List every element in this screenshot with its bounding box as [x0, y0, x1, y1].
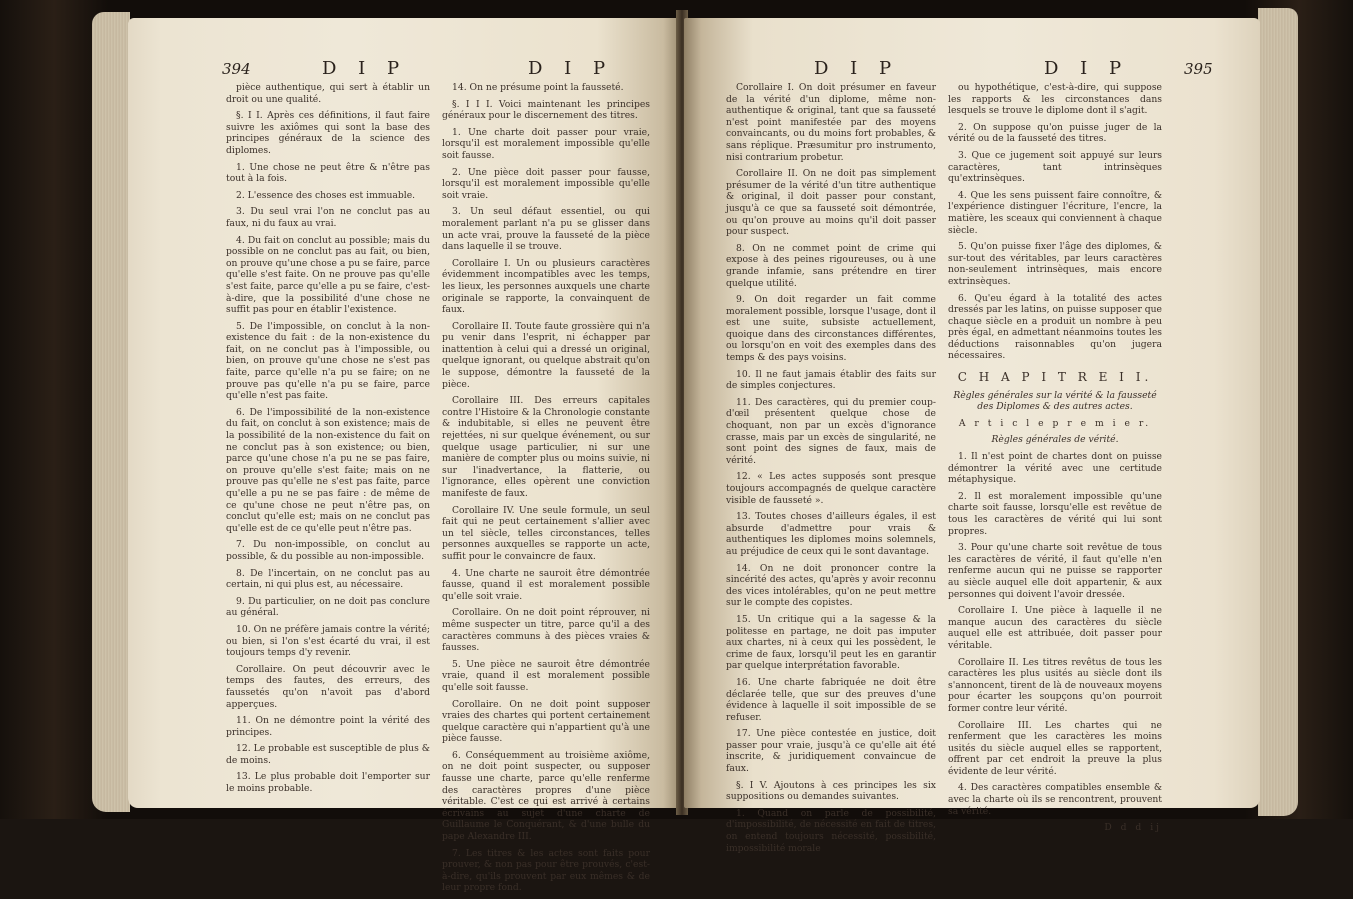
right-column-1 [726, 82, 936, 859]
paragraph: 10. Il ne faut jamais établir des faits sur de simples conjectures. [726, 368, 936, 392]
paragraph: 1. Une charte doit passer pour vraie, lorsqu'il est moralement impossible qu'elle soit fausse. [442, 126, 650, 161]
left-column-1 [226, 82, 430, 800]
paragraph: 5. De l'impossible, on conclut à la non-existence du fait : de la non-existence du fait, on ne conclut pas à l'impossible, ou bien, on prouve qu'une chose ne s'est pas faite, parce qu'elle n'a pu se faire; on ne prouve pas qu'elle n'a pu se faire, parce qu'elle n'est pas faite. [226, 320, 430, 402]
paragraph: ou hypothétique, c'est-à-dire, qui suppose les rapports & les circonstances dans lesquels se trouve le diplome dont il s'agit. [948, 82, 1162, 117]
paragraph: 3. Pour qu'une charte soit revêtue de tous les caractères de vérité, il faut qu'elle n'en renferme aucun qui ne puisse se rapporter au siècle auquel elle doit appartenir, & aux personnes qui doivent l'avoir dressée. [948, 542, 1162, 600]
left-page-edges [92, 12, 130, 812]
paragraph: 11. Des caractères, qui du premier coup-d'œil présentent quelque chose de choquant, non par un excès d'ignorance crasse, mais par un excès de singularité, ne sont point des signes de faux, mais de vérité. [726, 396, 936, 466]
paragraph: §. I I I. Voici maintenant les principes généraux pour le discernement des titres. [442, 98, 650, 122]
paragraph: 10. On ne préfère jamais contre la vérité; ou bien, si l'on s'est écarté du vrai, il est toujours temps d'y revenir. [226, 623, 430, 659]
right-page [684, 18, 1260, 854]
paragraph: 8. On ne commet point de crime qui expose à des peines rigoureuses, ou à une grande infamie, sans prétendre en tirer quelque utilité. [726, 242, 936, 289]
paragraph: 1. Quand on parle de possibilité, d'impossibilité, de nécessité en fait de titres, on entend toujours nécessité, possibilité, impossibilité morale [726, 807, 936, 854]
paragraph: Corollaire II. On ne doit pas simplement présumer de la vérité d'un titre authentique & original, il doit passer pour constant, jusqu'à ce que sa fausseté soit démontrée, ou qu'on prouve au moins qu'il doit passer pour suspect. [726, 168, 936, 238]
paragraph: 1. Il n'est point de chartes dont on puisse démontrer la vérité avec une certitude métaphysique. [948, 451, 1162, 486]
paragraph: 14. On ne doit prononcer contre la sincérité des actes, qu'après y avoir reconnu des vices intolérables, qu'on ne peut mettre sur le compte des copistes. [726, 562, 936, 609]
right-page-edges [1258, 8, 1298, 816]
paragraph: 12. « Les actes supposés sont presque toujours accompagnés de quelque caractère visible de fausseté ». [726, 471, 936, 506]
paragraph: Corollaire II. Toute faute grossière qui n'a pu venir dans l'esprit, ni échapper par inattention à celui qui a dressé un original, quelque ignorant, ou quelque abstrait qu'on le suppose, démontre la fausseté de la pièce. [442, 320, 650, 390]
paragraph: 4. Une charte ne sauroit être démontrée fausse, quand il est moralement possible qu'elle soit vraie. [442, 567, 650, 602]
paragraph: 3. Que ce jugement soit appuyé sur leurs caractères, tant intrinsèques qu'extrinsèques. [948, 149, 1162, 185]
paragraph: 14. On ne présume point la fausseté. [452, 82, 624, 93]
left-page-number: 394 [222, 60, 251, 78]
paragraph: Corollaire. On ne doit point supposer vraies des chartes qui portent certainement quelque caractère qui n'appartient qu'à une pièce fausse. [442, 698, 650, 745]
paragraph: 13. Le plus probable doit l'emporter sur le moins probable. [226, 771, 430, 795]
paragraph: Corollaire. On peut découvrir avec le temps des fautes, des erreurs, des faussetés qu'on n'avoit pas d'abord apperçues. [226, 663, 430, 710]
paragraph: 6. De l'impossibilité de la non-existence du fait, on conclut à son existence; mais de la possibilité de la non-existence du fait on ne conclut pas à son existence; ou bien, parce qu'une chose n'a pu ne se pas faire, on prouve qu'elle s'est faite; mais on ne prouve pas qu'elle ne s'est pas faite, parce qu'elle a pu ne se pas faire : de même de ce qu'une chose ne peut n'être pas, on conclut qu'elle est; mais on ne conclut pas qu'elle est de ce qu'elle peut n'être pas. [226, 406, 430, 534]
right-running-head-2: D I P [1044, 58, 1130, 79]
paragraph: Corollaire III. Des erreurs capitales contre l'Histoire & la Chronologie constante & indubitable, si elles ne peuvent être rejettées, ni sur quelque événement, ou sur quelque usage particulier, ni sur une manière de compter plus ou moins suivie, ni sur l'inadvertance, la flatterie, ou l'ignorance, elles opèrent une conviction manifeste de faux. [442, 395, 650, 499]
paragraph: §. I I. Après ces définitions, il faut faire suivre les axiômes qui sont la base des principes généraux de la science des diplomes. [226, 110, 430, 156]
paragraph: D d d ij [1104, 822, 1162, 834]
paragraph: 2. Il est moralement impossible qu'une charte soit fausse, lorsqu'elle est revêtue de tous les caractères de vérité qui lui sont propres. [948, 490, 1162, 537]
paragraph: 13. Toutes choses d'ailleurs égales, il est absurde d'admettre pour vrais & authentiques les diplomes moins solemnels, au préjudice de ceux qui le sont davantage. [726, 511, 936, 557]
paragraph: 9. On doit regarder un fait comme moralement possible, lorsque l'usage, dont il est une suite, subsiste actuellement, quoique dans des circonstances différentes, ou lorsqu'on en voit des exemples dans des temps & des pays voisins. [726, 294, 936, 364]
paragraph: 2. Une pièce doit passer pour fausse, lorsqu'il est moralement impossible qu'elle soit vraie. [442, 166, 650, 201]
paragraph: 17. Une pièce contestée en justice, doit passer pour vraie, jusqu'à ce qu'elle ait été inscrite, & juridiquement convaincue de faux. [726, 728, 936, 775]
paragraph: 2. On suppose qu'on puisse juger de la vérité ou de la fausseté des titres. [948, 121, 1162, 145]
paragraph: 7. Les titres & les actes sont faits pour prouver, & non pas pour être prouvés, c'est-à-dire, qu'ils prouvent par eux mêmes & de leur propre fond. [442, 847, 650, 894]
left-running-head-1: D I P [322, 58, 408, 79]
paragraph: 11. On ne démontre point la vérité des principes. [226, 715, 430, 738]
paragraph: 4. Du fait on conclut au possible; mais du possible on ne conclut pas au fait, ou bien, on prouve qu'une chose a pu se faire, parce qu'elle s'est faite. On ne prouve pas qu'elle s'est faite, parce qu'elle a pu se faire, c'est-à-dire, que la possibilité d'une chose ne suffit pas pour en établir l'existence. [226, 234, 430, 316]
paragraph: Règles générales de vérité. [991, 434, 1119, 446]
paragraph: C H A P I T R E I I. [957, 370, 1153, 385]
paragraph: A r t i c l e p r e m i e r. [958, 417, 1152, 429]
paragraph: 6. Conséquemment au troisième axiôme, on ne doit point suspecter, ou supposer fausse une charte, parce qu'elle renferme des caractères propres d'une pièce véritable. C'est ce qui est arrivé à certains écrivains au sujet d'une charte de Guillaume le Conquérant, & d'une bulle du pape Alexandre III. [442, 749, 650, 843]
paragraph: 15. Un critique qui a la sagesse & la politesse en partage, ne doit pas imputer aux chartes, ni à ceux qui les possèdent, le crime de faux, lorsqu'il peut les en garantir par quelque interprétation favorable. [726, 613, 936, 672]
paragraph: 5. Qu'on puisse fixer l'âge des diplomes, & sur-tout des véritables, par leurs caractères non-seulement intrinsèques, mais encore extrinsèques. [948, 241, 1162, 287]
paragraph: 5. Une pièce ne sauroit être démontrée vraie, quand il est moralement possible qu'elle soit fausse. [442, 658, 650, 693]
right-page-number: 395 [1184, 60, 1213, 78]
paragraph: 12. Le probable est susceptible de plus & de moins. [226, 743, 430, 766]
paragraph: 2. L'essence des choses est immuable. [236, 189, 416, 201]
paragraph: 9. Du particulier, on ne doit pas conclure au général. [226, 595, 430, 619]
paragraph: Corollaire I. Une pièce à laquelle il ne manque aucun des caractères du siècle auquel elle est attribuée, doit passer pour véritable. [948, 605, 1162, 651]
left-running-head-2: D I P [528, 58, 614, 79]
paragraph: 1. Une chose ne peut être & n'être pas tout à la fois. [226, 161, 430, 185]
paragraph: 3. Du seul vrai l'on ne conclut pas au faux, ni du faux au vrai. [226, 206, 430, 229]
paragraph: Règles générales sur la vérité & la fausseté des Diplomes & des autres actes. [953, 389, 1157, 413]
paragraph: Corollaire III. Les chartes qui ne renferment que les caractères les moins usités du siècle auquel elles se rapportent, offrent par cet endroit la preuve la plus évidente de leur vérité. [948, 719, 1162, 777]
paragraph: 6. Qu'eu égard à la totalité des actes dressés par les latins, on puisse supposer que chaque siècle en a produit un nombre à peu près égal, en admettant néanmoins toutes les déductions raisonnables qu'on jugera nécessaires. [948, 292, 1162, 362]
right-column-2 [948, 82, 1162, 839]
paragraph: Corollaire IV. Une seule formule, un seul fait qui ne peut certainement s'allier avec un tel siècle, telles circonstances, telles personnes auxquelles se rapporte un acte, suffit pour le convaincre de faux. [442, 504, 650, 562]
paragraph: 4. Des caractères compatibles ensemble & avec la charte où ils se rencontrent, prouvent sa vérité. [948, 782, 1162, 817]
left-page [128, 18, 680, 894]
paragraph: pièce authentique, qui sert à établir un droit ou une qualité. [226, 82, 430, 105]
paragraph: 8. De l'incertain, on ne conclut pas au certain, ni qui plus est, au nécessaire. [226, 567, 430, 591]
paragraph: Corollaire I. Un ou plusieurs caractères évidemment incompatibles avec les temps, les lieux, les personnes auxquels une charte originale se rapporte, la convainquent de faux. [442, 257, 650, 316]
paragraph: Corollaire I. On doit présumer en faveur de la vérité d'un diplome, même non-authentique & original, tant que sa fausseté n'est point manifestée par des moyens convaincants, ou du moins fort probables, & sans réplique. Præsumitur pro instrumento, nisi contrarium probetur. [726, 82, 936, 163]
left-column-2 [442, 82, 650, 899]
paragraph: 7. Du non-impossible, on conclut au possible, & du possible au non-impossible. [226, 539, 430, 562]
right-running-head-1: D I P [814, 58, 900, 79]
paragraph: 3. Un seul défaut essentiel, ou qui moralement parlant n'a pu se glisser dans un acte vrai, prouve la fausseté de la pièce dans laquelle il se trouve. [442, 206, 650, 253]
paragraph: Corollaire II. Les titres revêtus de tous les caractères les plus usités au siècle dont ils s'annoncent, tirent de là de nouveaux moyens pour écarter les soupçons qu'on pourroit former contre leur vérité. [948, 656, 1162, 714]
paragraph: 4. Que les sens puissent faire connoître, & l'expérience distinguer l'écriture, l'encre, la matière, les sceaux qui conviennent à chaque siècle. [948, 189, 1162, 236]
paragraph: Corollaire. On ne doit point réprouver, ni même suspecter un titre, parce qu'il a des caractères communs à des pièces vraies & fausses. [442, 607, 650, 654]
paragraph: 16. Une charte fabriquée ne doit être déclarée telle, que sur des preuves d'une évidence à laquelle il soit impossible de se refuser. [726, 676, 936, 723]
paragraph: §. I V. Ajoutons à ces principes les six suppositions ou demandes suivantes. [726, 779, 936, 803]
